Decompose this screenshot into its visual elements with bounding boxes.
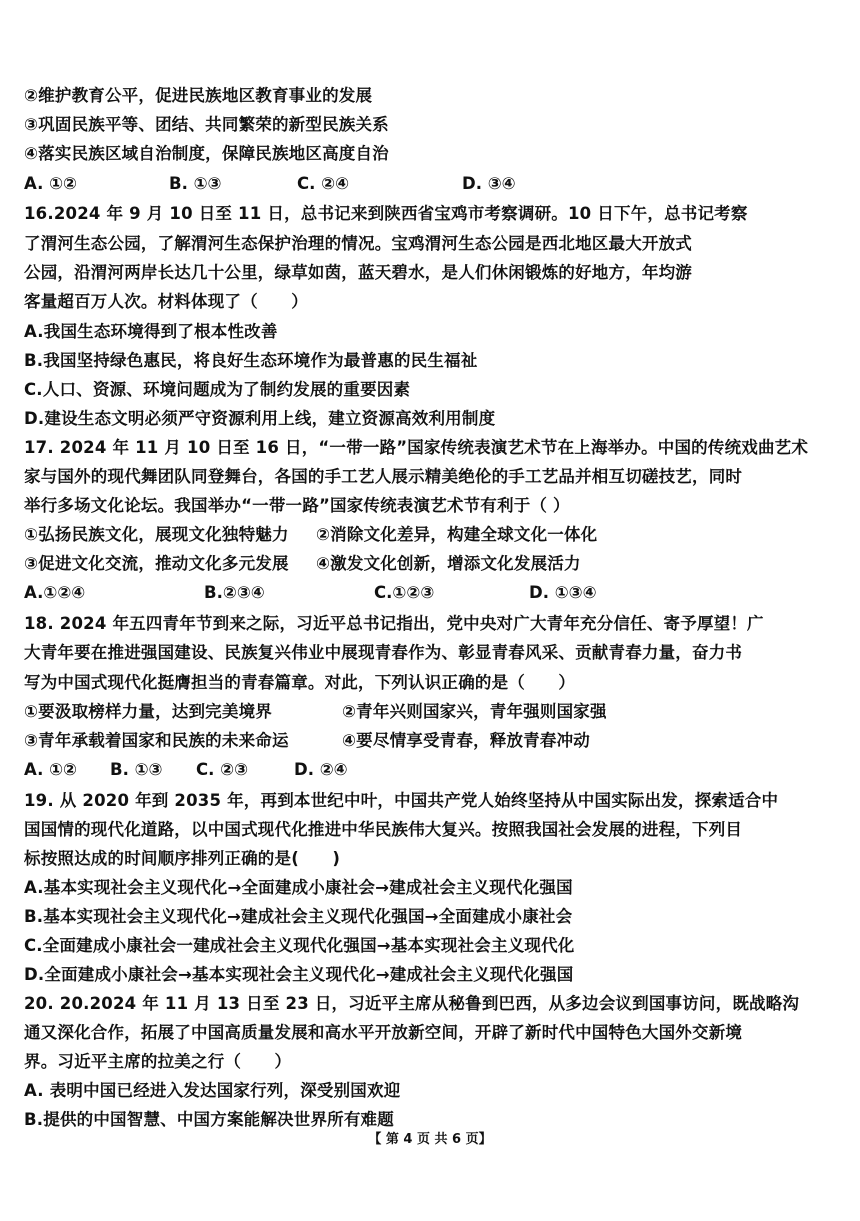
q16-choice-d: D.建设生态文明必须严守资源利用上线，建立资源高效利用制度 (24, 409, 496, 428)
q19-choice-c: C.全面建成小康社会一建成社会主义现代化强国→基本实现社会主义现代化 (24, 936, 575, 955)
q16-choice-b: B.我国坚持绿色惠民，将良好生态环境作为最普惠的民生福祉 (24, 351, 478, 370)
q19-choice-a: A.基本实现社会主义现代化→全面建成小康社会→建成社会主义现代化强国 (24, 878, 573, 897)
q19-stem-1: 19. 从 2020 年到 2035 年，再到本世纪中叶，中国共产党人始终坚持从中国实际出发，探索适合中 (24, 791, 779, 810)
q17-statement-1: ①弘扬民族文化，展现文化独特魅力 (24, 525, 289, 544)
q16-stem-2: 了渭河生态公园，了解渭河生态保护治理的情况。宝鸡渭河生态公园是西北地区最大开放式 (24, 234, 692, 253)
q19-stem-2: 国国情的现代化道路，以中国式现代化推进中华民族伟大复兴。按照我国社会发展的进程，下列目 (24, 820, 743, 839)
choice-b: B. ①③ (169, 174, 222, 193)
choice-b: B. ①③ (110, 760, 163, 779)
q17-statements-row-1 (24, 524, 597, 546)
q17-stem-1: 17. 2024 年 11 月 10 日至 16 日，“一带一路”国家传统表演艺术节在上海举办。中国的传统戏曲艺术 (24, 438, 809, 457)
q20-stem-3: 界。习近平主席的拉美之行（ ） (24, 1052, 292, 1071)
choice-c: C. ②③ (196, 760, 249, 779)
q18-stem-3: 写为中国式现代化挺膺担当的青春篇章。对此，下列认识正确的是（ ） (24, 673, 576, 692)
q17-stem-3: 举行多场文化论坛。我国举办“一带一路”国家传统表演艺术节有利于（ ） (24, 496, 570, 515)
option-4: ④落实民族区域自治制度，保障民族地区高度自治 (24, 144, 389, 163)
q19-stem-3: 标按照达成的时间顺序排列正确的是( ) (24, 849, 341, 868)
q17-statement-4: ④激发文化创新，增添文化发展活力 (316, 554, 581, 573)
q18-statements-row-1 (24, 701, 607, 723)
q17-statement-3: ③促进文化交流，推动文化多元发展 (24, 554, 289, 573)
q15-choices (24, 173, 516, 195)
q18-choices (24, 759, 348, 781)
q16-choice-c: C.人口、资源、环境问题成为了制约发展的重要因素 (24, 380, 411, 399)
page-number-footer: 【 第 4 页 共 6 页】 (368, 1132, 492, 1147)
choice-d: D. ②④ (294, 760, 348, 779)
q18-statement-2: ②青年兴则国家兴，青年强则国家强 (342, 702, 607, 721)
option-3: ③巩固民族平等、团结、共同繁荣的新型民族关系 (24, 115, 389, 134)
q20-stem-1: 20. 20.2024 年 11 月 13 日至 23 日，习近平主席从秘鲁到巴西，从多边会议到国事访问，既战略沟 (24, 994, 800, 1013)
choice-a: A. ①② (24, 174, 78, 193)
q16-stem-3: 公园，沿渭河两岸长达几十公里，绿草如茵，蓝天碧水，是人们休闲锻炼的好地方，年均游 (24, 263, 692, 282)
q18-statement-4: ④要尽情享受青春，释放青春冲动 (342, 731, 590, 750)
q17-statement-2: ②消除文化差异，构建全球文化一体化 (316, 525, 598, 544)
q20-stem-2: 通又深化合作，拓展了中国高质量发展和高水平开放新空间，开辟了新时代中国特色大国外交新境 (24, 1023, 743, 1042)
q17-statements-row-2 (24, 553, 581, 575)
choice-a: A. ①② (24, 760, 78, 779)
q17-stem-2: 家与国外的现代舞团队同登舞台，各国的手工艺人展示精美绝伦的手工艺品并相互切磋技艺，同时 (24, 467, 743, 486)
q19-choice-b: B.基本实现社会主义现代化→建成社会主义现代化强国→全面建成小康社会 (24, 907, 573, 926)
choice-c: C.①②③ (374, 583, 435, 602)
choice-a: A.①②④ (24, 583, 86, 602)
choice-c: C. ②④ (297, 174, 350, 193)
q17-choices (24, 582, 597, 604)
q18-statement-3: ③青年承载着国家和民族的未来命运 (24, 731, 289, 750)
q16-stem-1: 16.2024 年 9 月 10 日至 11 日，总书记来到陕西省宝鸡市考察调研。10 日下午，总书记考察 (24, 204, 748, 223)
option-2: ②维护教育公平，促进民族地区教育事业的发展 (24, 86, 373, 105)
q20-choice-b: B.提供的中国智慧、中国方案能解决世界所有难题 (24, 1110, 394, 1129)
q18-stem-1: 18. 2024 年五四青年节到来之际，习近平总书记指出，党中央对广大青年充分信任、寄予厚望！广 (24, 614, 764, 633)
q16-stem-4: 客量超百万人次。材料体现了（ ） (24, 292, 308, 311)
q16-choice-a: A.我国生态环境得到了根本性改善 (24, 322, 278, 341)
q20-choice-a: A. 表明中国已经进入发达国家行列，深受别国欢迎 (24, 1081, 401, 1100)
choice-b: B.②③④ (204, 583, 265, 602)
choice-d: D. ①③④ (529, 583, 597, 602)
q18-statements-row-2 (24, 730, 590, 752)
q19-choice-d: D.全面建成小康社会→基本实现社会主义现代化→建成社会主义现代化强国 (24, 965, 574, 984)
choice-d: D. ③④ (462, 174, 516, 193)
q18-statement-1: ①要汲取榜样力量，达到完美境界 (24, 702, 272, 721)
q18-stem-2: 大青年要在推进强国建设、民族复兴伟业中展现青春作为、彰显青春风采、贡献青春力量，奋力书 (24, 643, 743, 662)
